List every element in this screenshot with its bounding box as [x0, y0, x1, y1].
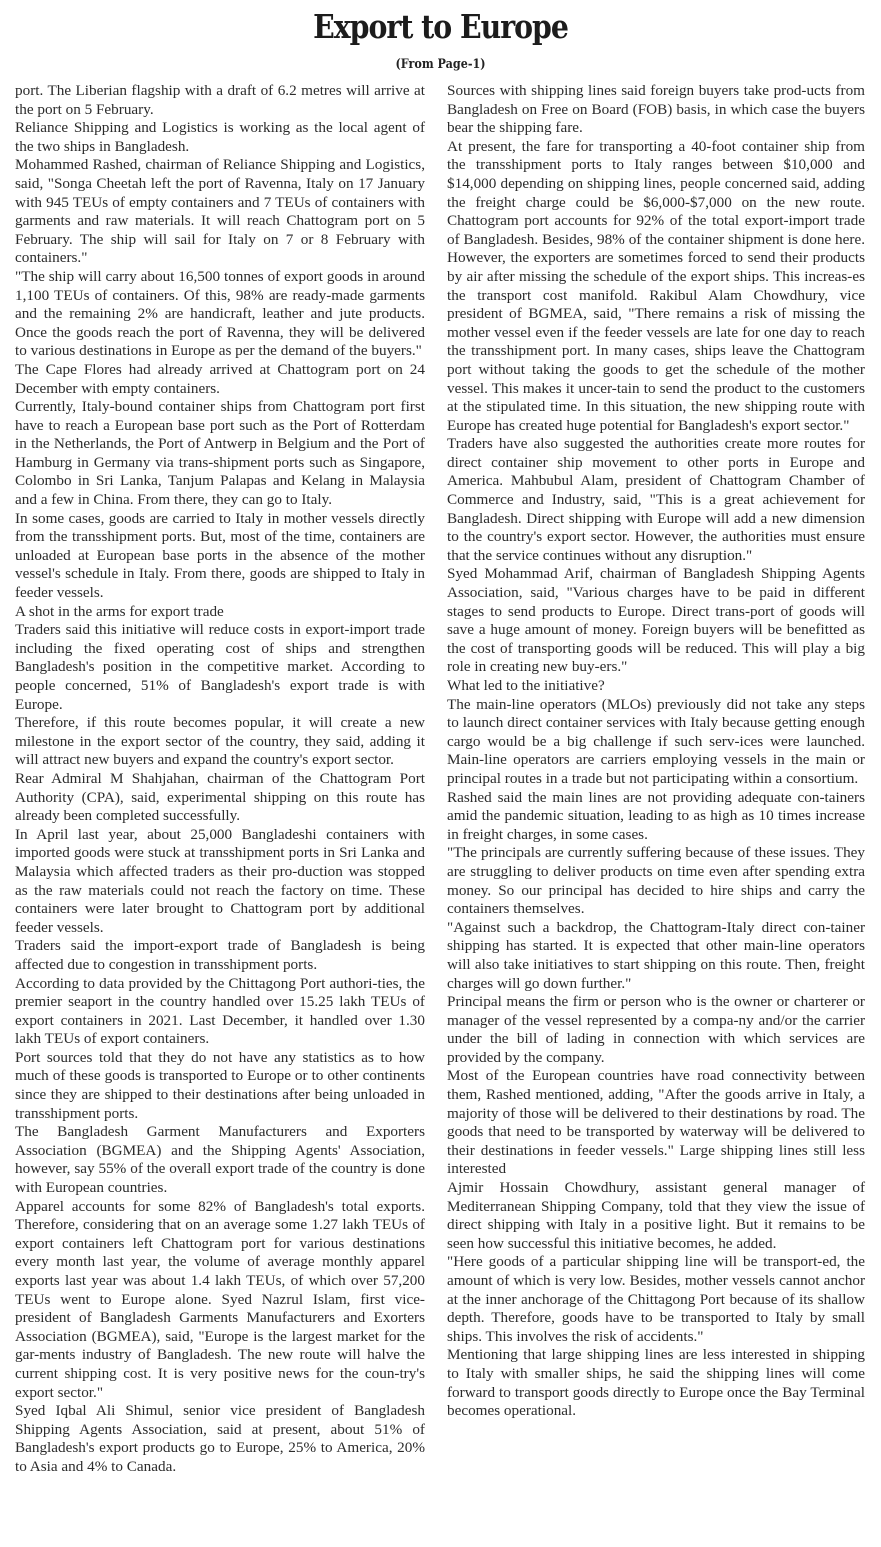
paragraph: Currently, Italy-bound container ships from Chattogram port first have to reach a European base port such as the Port of Rotterdam in the Netherlands, the Port of Antwerp in Belgium and the Port of Hamburg in Germany via trans-shipment ports such as Singapore, Colombo in Sri Lanka, Tanjum Palapas and Kelang in Malaysia and a few in China. From there, they can go to Italy. [15, 398, 425, 509]
paragraph: Principal means the firm or person who is the owner or charterer or manager of the vessel represented by a compa-ny and/or the carrier under the bill of lading in connection with which services are provided by the company. [447, 993, 865, 1066]
paragraph: In some cases, goods are carried to Italy in mother vessels directly from the transshipment ports. But, most of the time, containers are unloaded at European base ports in the absence of the mother vessel's schedule in Italy. From there, goods are shipped to Italy in feeder vessels. [15, 509, 425, 602]
paragraph: Port sources told that they do not have any statistics as to how much of these goods is transported to Europe or to other continents since they are shipped to their destinations after being unloaded in transshipment ports. [15, 1048, 425, 1122]
paragraph: Traders said this initiative will reduce costs in export-import trade including the fixed operating cost of ships and strengthen Bangladesh's position in the competitive market. According to people concerned, 51% of Bangladesh's export trade is with Europe. [15, 621, 425, 713]
paragraph: Sources with shipping lines said foreign buyers take prod-ucts from Bangladesh on Free on Board (FOB) basis, in which case the buyers bear the shipping fare. [447, 82, 865, 137]
paragraph: Reliance Shipping and Logistics is working as the local agent of the two ships in Bangladesh. [15, 119, 425, 155]
paragraph: port. The Liberian flagship with a draft of 6.2 metres will arrive at the port on 5 February. [15, 82, 425, 118]
paragraph: Traders said the import-export trade of Bangladesh is being affected due to congestion in transshipment ports. [15, 937, 425, 973]
article-headline: Export to Europe [313, 7, 568, 46]
section-subheading: What led to the initiative? [447, 677, 605, 694]
paragraph: Traders have also suggested the authorities create more routes for direct container ship movement to other ports in Europe and America. Mahbubul Alam, president of Chattogram Chamber of Commerce and Industry, said, "This is a great achievement for Bangladesh. Direct shipping with Europe will add a new dimension to the country's export sector. However, the authorities must ensure that the service continues without any disruption." [447, 435, 865, 564]
article-column-left [15, 82, 425, 1477]
paragraph: "Against such a backdrop, the Chattogram-Italy direct con-tainer shipping has started. It is expected that other main-line operators will also take initiatives to start shipping on this route. Then, freight charges will go down further." [447, 918, 865, 992]
article-column-right [447, 82, 865, 1421]
paragraph: According to data provided by the Chittagong Port authori-ties, the premier seaport in the country handled over 15.25 lakh TEUs of export containers in 2021. Last December, it handled over 1.30 lakh TEUs of export containers. [15, 974, 425, 1048]
paragraph: Mentioning that large shipping lines are less interested in shipping to Italy with smaller ships, he said the shipping lines will come forward to transport goods directly to Europe once the Bay Terminal becomes operational. [447, 1346, 865, 1420]
paragraph: "Here goods of a particular shipping line will be transport-ed, the amount of which is very low. Besides, mother vessels cannot anchor at the inner anchorage of the Chittagong Port because of its shallow depth. Therefore, goods have to be transported to Italy by small ships. This involves the risk of accidents." [447, 1253, 865, 1345]
paragraph: Syed Mohammad Arif, chairman of Bangladesh Shipping Agents Association, said, "Various charges have to be paid in different stages to send products to Europe. Direct trans-port of goods will save a huge amount of money. Foreign buyers will be benefitted as the cost of transporting goods will be reduced. This will play a big role in creating new buy-ers." [447, 565, 865, 676]
paragraph: The main-line operators (MLOs) previously did not take any steps to launch direct container services with Italy because getting enough cargo would be a big challenge if such serv-ices were launched. Main-line operators are carriers employing vessels in the main or principal routes in a trade but not participating within a consortium. [447, 695, 865, 787]
paragraph: Rashed said the main lines are not providing adequate con-tainers amid the pandemic situation, leading to as high as 10 times increase in freight charges, in some cases. [447, 788, 865, 843]
section-subheading: A shot in the arms for export trade [15, 602, 224, 620]
paragraph: Apparel accounts for some 82% of Bangladesh's total exports. Therefore, considering that on an average some 1.27 lakh TEUs of export containers left Chattogram port for various destinations every month last year, the volume of average monthly apparel exports last year was about 1.4 lakh TEUs, of which over 57,200 TEUs went to Europe alone. Syed Nazrul Islam, first vice-president of Bangladesh Garments Manufacturers and Exorters Association (BGMEA), said, "Europe is the largest market for the gar-ments industry of Bangladesh. The new route will halve the current shipping cost. It is very positive news for the coun-try's export sector." [15, 1197, 425, 1401]
paragraph: At present, the fare for transporting a 40-foot container ship from the transshipment ports to Italy ranges between $10,000 and $14,000 depending on shipping lines, people concerned said, adding the freight charge could be $6,000-$7,000 on the new route. Chattogram port accounts for 92% of the total export-import trade of Bangladesh. Besides, 98% of the container shipment is done here. However, the exporters are sometimes forced to send their products by air after missing the schedule of the export ships. This increas-es the transport cost manifold. Rakibul Alam Chowdhury, vice president of BGMEA, said, "There remains a risk of missing the mother vessel even if the feeder vessels are late for one day to reach the transshipment port. In many cases, ships leave the Chattogram port without taking the goods to get the schedule of the mother vessel. This makes it uncer-tain to send the product to the customers at the stipulated time. In this situation, the new shipping route with Europe has created huge potential for Bangladesh's export sector." [447, 137, 865, 434]
paragraph: "The principals are currently suffering because of these issues. They are struggling to deliver products on time even after spending extra money. So our principal has decided to hire ships and carry the containers themselves. [447, 844, 865, 918]
continuation-note: (From Page-1) [395, 57, 486, 72]
paragraph: In April last year, about 25,000 Bangladeshi containers with imported goods were stuck at transshipment ports in Sri Lanka and Malaysia which affected traders as their pro-duction was stopped as the raw materials could not reach the factory on time. These containers were later brought to Chattogram port by additional feeder vessels. [15, 825, 425, 936]
paragraph: Rear Admiral M Shahjahan, chairman of the Chattogram Port Authority (CPA), said, experimental shipping on this route has already been completed successfully. [15, 769, 425, 825]
paragraph: Therefore, if this route becomes popular, it will create a new milestone in the export sector of the country, they said, adding it will attract new buyers and expand the country's export sector. [15, 714, 425, 769]
paragraph: Ajmir Hossain Chowdhury, assistant general manager of Mediterranean Shipping Company, told that they view the issue of direct shipping with Italy in a positive light. But it remains to be seen how successful this initiative becomes, he added. [447, 1179, 865, 1252]
paragraph: The Cape Flores had already arrived at Chattogram port on 24 December with empty containers. [15, 360, 425, 397]
paragraph: The Bangladesh Garment Manufacturers and Exporters Association (BGMEA) and the Shipping Agents' Association, however, say 55% of the overall export trade of the country is done with European countries. [15, 1123, 425, 1197]
paragraph: Syed Iqbal Ali Shimul, senior vice president of Bangladesh Shipping Agents Association, said at present, about 51% of Bangladesh's export products go to Europe, 25% to America, 20% to Asia and 4% to Canada. [15, 1402, 425, 1475]
paragraph: Most of the European countries have road connectivity between them, Rashed mentioned, adding, "After the goods arrive in Italy, a majority of those will be delivered to their destinations by road. The goods that need to be transported by waterway will be delivered to their destinations in feeder vessels." Large shipping lines still less interested [447, 1067, 865, 1178]
paragraph: "The ship will carry about 16,500 tonnes of export goods in around 1,100 TEUs of containers. Of this, 98% are ready-made garments and the remaining 2% are handicraft, leather and jute products. Once the goods reach the port of Ravenna, they will be delivered to various destinations in Europe as per the demand of the buyers." [15, 267, 425, 360]
paragraph: Mohammed Rashed, chairman of Reliance Shipping and Logistics, said, "Songa Cheetah left the port of Ravenna, Italy on 17 January with 945 TEUs of empty containers and 7 TEUs of containers with garments and raw materials. It will reach Chattogram port on 5 February. The ship will sail for Italy on 7 or 8 February with containers." [15, 156, 425, 267]
